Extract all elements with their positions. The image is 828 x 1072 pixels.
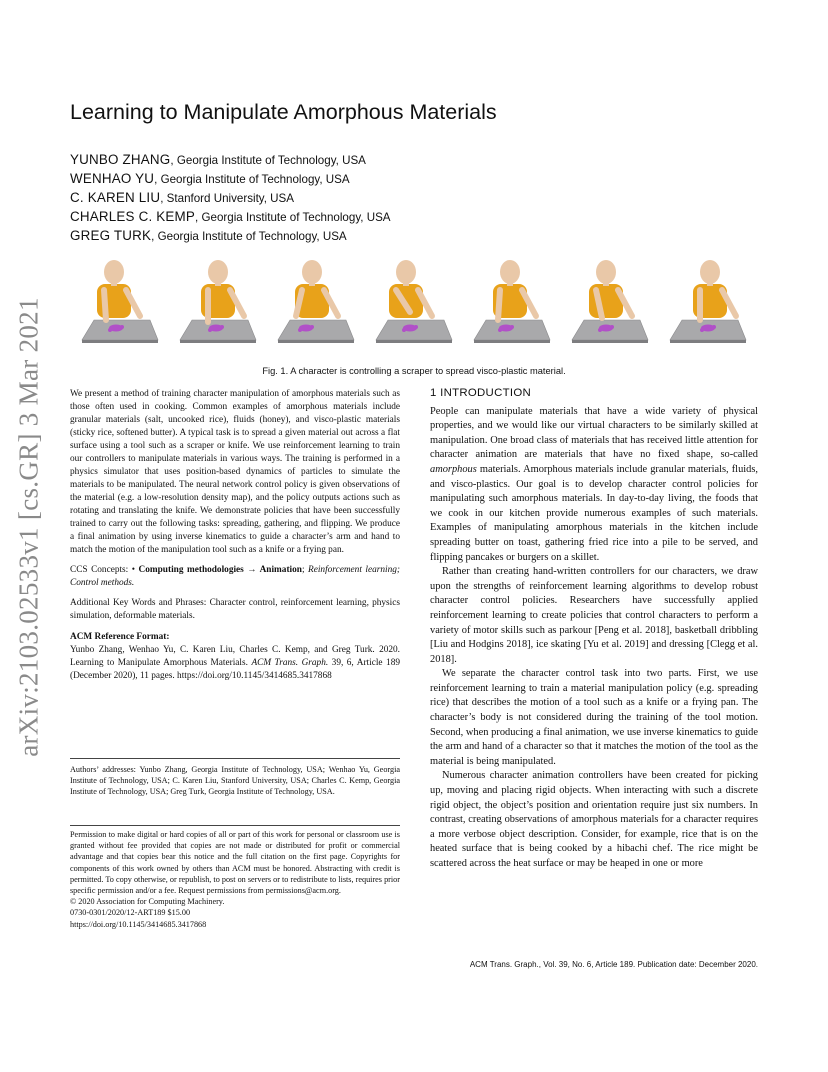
author-name: C. KAREN LIU [70,190,161,205]
acm-reference-text: Yunbo Zhang, Wenhao Yu, C. Karen Liu, Charles C. Kemp, and Greg Turk. 2020. Learning to Manipulate Amorphous Materials. [70,645,400,668]
author-affiliation: , Stanford University, USA [160,192,295,205]
author-affiliation: , Georgia Institute of Technology, USA [195,211,391,224]
author-name: CHARLES C. KEMP [70,209,196,224]
teaser-frame [658,258,756,355]
ccs-italic: Reinforcement learning; Control methods. [70,565,400,588]
author-affiliation: , Georgia Institute of Technology, USA [154,173,350,186]
intro-paragraph-1 [430,405,758,566]
intro-paragraph-4: Numerous character animation controllers have been created for picking up, moving and placing rigid objects. When interacting with such a discrete rigid object, the object’s position and orientation require just six numbers. In contrast, creating observations of amorphous materials for a character requires a more verbose object description. Consider, for example, rice that is on the heated surface that is being cooked by a hibachi chef. The rice might be scattered across the heat surface or may be heaped in one or more [430,770,758,869]
figure-caption: Fig. 1. A character is controlling a scraper to spread visco-plastic material. [262,366,566,376]
teaser-frame [560,258,658,355]
copyright: © 2020 Association for Computing Machinery. [70,897,225,907]
intro-paragraph-2: Rather than creating hand-written controllers for our characters, we draw upon the strengths of reinforcement learning algorithms to develop robust character control policies. Researchers have successfully applied reinforcement learning to create policies that control characters to perform a variety of motor skills such as parkour [Peng et al. 2018], basketball dribbling [Liu and Hodgins 2018], ice skating [Yu et al. 2019] and dressing [Clegg et al. 2018]. [430,566,758,665]
teaser-frame [168,258,266,355]
author-entry [70,188,391,207]
teaser-frame [266,258,364,355]
intro-paragraph-3: We separate the character control task into two parts. First, we use reinforcement learning to train a material manipulation policy (e.g. spreading rice) that describes the motion of a tool such as a knife or a frying pan. The character’s body is not considered during the training of the tool motion. Second, when producing a final animation, we use inverse kinematics to guide the arm and hand of a character so that it matches the motion of the tool as the material is being manipulated. [430,668,758,767]
teaser-frame [462,258,560,355]
arxiv-stamp [6,287,52,767]
permission-block [70,829,400,930]
page-footer: ACM Trans. Graph., Vol. 39, No. 6, Article 189. Publication date: December 2020. [469,960,758,969]
author-addresses-text: Authors’ addresses: Yunbo Zhang, Georgia Institute of Technology, USA; Wenhao Yu, Georgia Institute of Technology, USA; C. Karen Liu, Stanford University, USA; Charles C. Kemp, Georgia Institute of Technology, USA; Greg Turk, Georgia Institute of Technology, USA. [70,765,400,797]
author-name: WENHAO YU [70,171,155,186]
author-entry [70,207,391,226]
acm-reference-heading: ACM Reference Format: [70,632,170,642]
teaser-frame [70,258,168,355]
abstract: We present a method of training character manipulation of amorphous materials such as those often used in cooking. Common examples of amorphous materials include granular materials (salt, uncooked rice), fluids (honey), and visco-plastic materials (sticky rice, softened butter). A typical task is to spread a given material out across a flat surface using a tool such as a scraper or knife. We use reinforcement learning to train our controllers to manipulate materials in various ways. The training is performed in a physics simulator that uses position-based dynamics of particles to simulate the materials to be manipulated. The neural network control policy is given observations of the material (e.g. a low-resolution density map), and the policy outputs actions such as rotating and translating the knife. We demonstrate policies that have been successfully trained to carry out the following tasks: spreading, gathering, and flipping. We produce a final animation by using inverse kinematics to guide a character’s arm and hand to match the motion of the manipulation tool such as a knife or a frying pan. [70,389,400,555]
ccs-rest: ; [301,565,309,575]
divider [70,825,400,826]
permission-text: Permission to make digital or hard copies of all or part of this work for personal or classroom use is granted without fee provided that copies are not made or distributed for profit or commercial advantage and that copies bear this notice and the full citation on the first page. Copyrights for components of this work owned by others than ACM must be honored. Abstracting with credit is permitted. To copy otherwise, or republish, to post on servers or to redistribute to lists, requires prior specific permission and/or a fee. Request permissions from permissions@acm.org. [70,830,400,896]
acm-reference-journal: ACM Trans. Graph. [251,658,329,668]
author-addresses [70,764,400,798]
intro-text: People can manipulate materials that have a wide variety of physical properties, and we would like our virtual characters to be similarly skilled at manipulation. One broad class of materials that has received little attention for character animation are materials that have no fixed shape, so-called [430,405,758,461]
acm-reference [70,644,400,683]
author-entry [70,150,391,169]
teaser-figure [70,258,758,355]
ccs-prefix: CCS Concepts: • [70,565,139,575]
acm-reference-doi: 39, 6, Article 189 (December 2020), 11 pages. https://doi.org/10.1145/3414685.3417868 [70,658,400,681]
arxiv-id: arXiv:2103.02533v1 [cs.GR] 3 Mar 2021 [13,297,44,757]
intro-emphasis: amorphous [430,463,477,475]
doi-link[interactable]: https://doi.org/10.1145/3414685.3417868 [70,919,207,929]
keywords: Additional Key Words and Phrases: Character control, reinforcement learning, physics simulation, deformable materials. [70,598,400,621]
left-column [70,388,400,683]
author-name: GREG TURK [70,228,152,243]
author-name: YUNBO ZHANG [70,152,171,167]
section-heading: 1 INTRODUCTION [430,387,532,399]
intro-text: materials. Amorphous materials include granular materials, fluids, and visco-plastics. Our goal is to develop character control policies for manipulating such amorphous materials. In day-to-day living, the foods that we cook in our kitchen provide numerous examples of such materials. Examples of manipulating amorphous materials in the kitchen include spreading butter on toast, gathering fried rice into a pile to be served, and flipping pancakes or burgers on a skillet. [430,463,758,563]
right-column [430,386,758,872]
issn: 0730-0301/2020/12-ART189 $15.00 [70,908,191,918]
author-entry [70,226,391,245]
ccs-concepts [70,564,400,590]
author-entry [70,169,391,188]
paper-title: Learning to Manipulate Amorphous Materials [70,100,497,124]
ccs-bold: Computing methodologies → Animation [138,565,302,575]
divider [70,758,400,759]
author-affiliation: , Georgia Institute of Technology, USA [151,230,347,243]
author-list [70,150,391,245]
author-affiliation: , Georgia Institute of Technology, USA [170,154,366,167]
teaser-frame [364,258,462,355]
